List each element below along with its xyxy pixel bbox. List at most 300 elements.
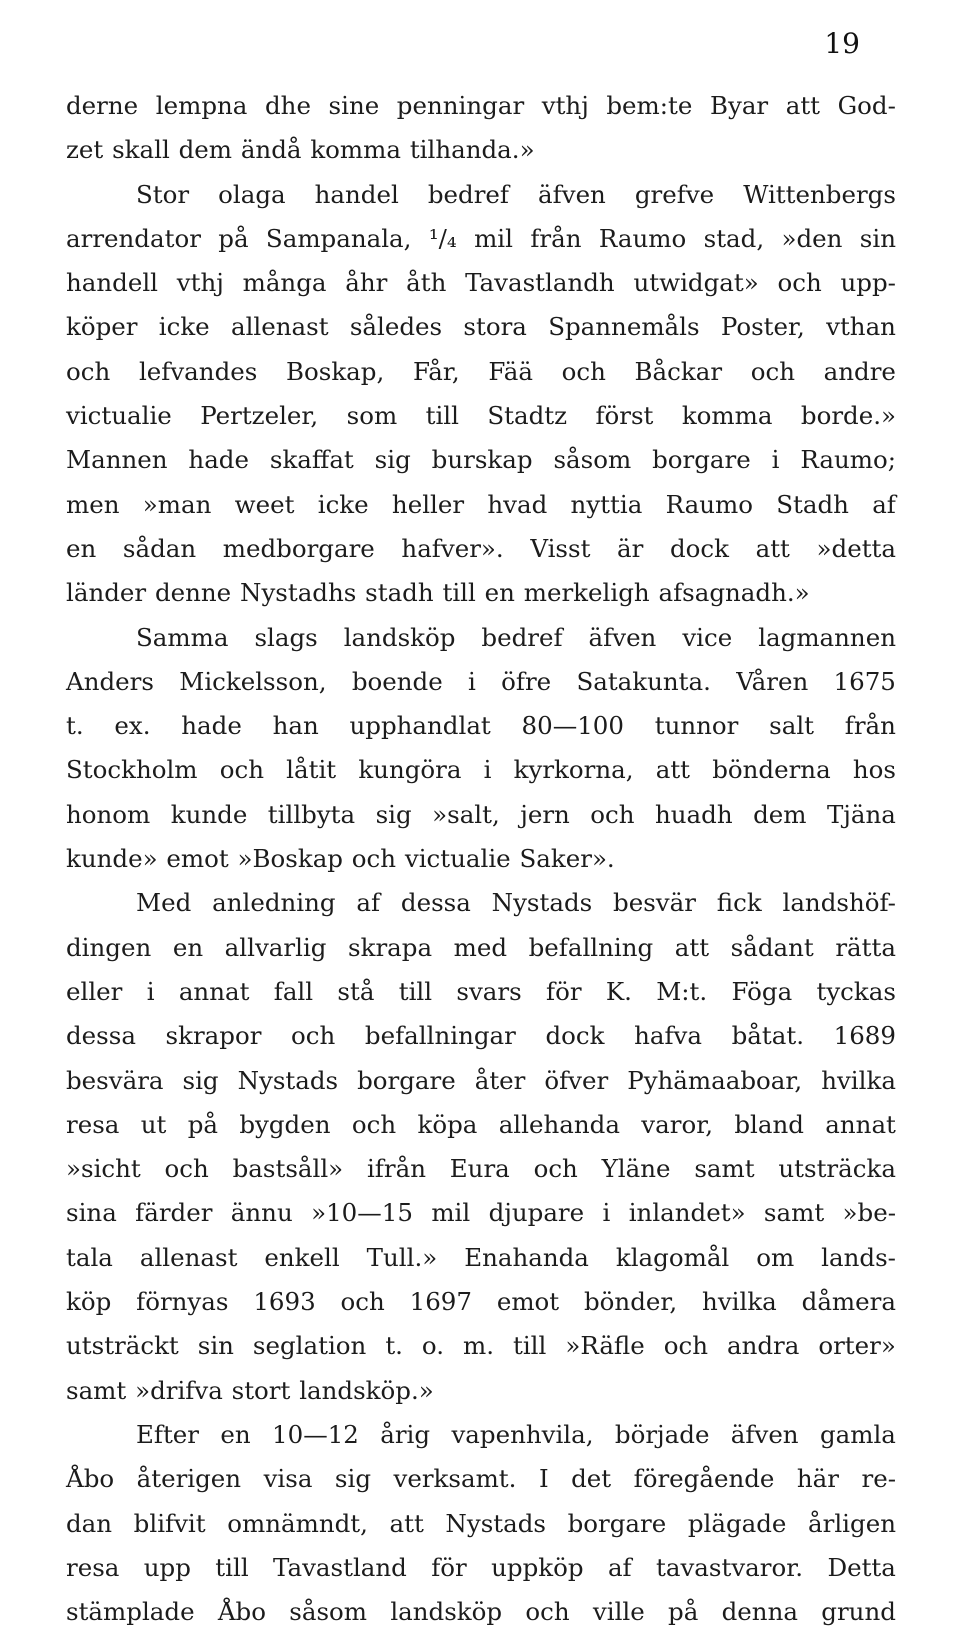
word: boende xyxy=(351,666,443,696)
word: o. xyxy=(421,1331,445,1361)
word: Stadh xyxy=(776,489,849,519)
word: och xyxy=(291,1021,336,1051)
word: såsom xyxy=(289,1597,368,1627)
word: lempna xyxy=(155,91,248,120)
word: köpa xyxy=(417,1109,478,1139)
word: åhr xyxy=(345,268,388,298)
word: grefve xyxy=(634,179,715,209)
word: Åbo xyxy=(217,1597,266,1627)
word: uppköp xyxy=(491,1552,584,1582)
text-line xyxy=(66,1147,896,1191)
word: icke xyxy=(317,489,369,519)
word: dan xyxy=(66,1508,113,1538)
word: Tavastland xyxy=(273,1552,407,1582)
text-line xyxy=(66,1014,896,1058)
word: och xyxy=(561,356,606,386)
word: »be- xyxy=(842,1198,896,1228)
word: bönder, xyxy=(584,1287,678,1317)
word: icke xyxy=(158,312,210,342)
word: äfven xyxy=(730,1419,799,1449)
word: plägade xyxy=(687,1508,787,1538)
word: stämplade xyxy=(66,1597,195,1627)
word: mil xyxy=(431,1198,471,1228)
word: och xyxy=(590,799,635,829)
word: Sampanala, xyxy=(265,223,412,253)
word: K. xyxy=(605,976,632,1006)
word: vthj xyxy=(541,91,589,120)
word: från xyxy=(530,223,582,253)
word: vthan xyxy=(826,312,896,342)
word: Saker». xyxy=(519,844,615,874)
text-line xyxy=(66,881,896,925)
word: Våren xyxy=(736,666,809,696)
text-line xyxy=(66,660,896,704)
word: Satakunta. xyxy=(576,666,711,696)
word: men xyxy=(66,489,120,519)
word: ex. xyxy=(114,711,151,741)
word: utsträckt xyxy=(66,1331,179,1361)
word: såsom xyxy=(553,445,632,475)
word: lands- xyxy=(821,1242,896,1272)
word: afsagnadh.» xyxy=(658,578,810,608)
word: en xyxy=(220,1419,251,1449)
word: visa xyxy=(263,1464,313,1494)
word: och xyxy=(164,1154,209,1184)
word: Raumo xyxy=(665,489,753,519)
word: i xyxy=(146,976,155,1006)
word: i xyxy=(483,755,492,785)
word: hvad xyxy=(487,489,548,519)
word: kungöra xyxy=(358,755,462,785)
word: till xyxy=(442,578,476,608)
word: hade xyxy=(181,711,242,741)
text-line xyxy=(66,483,896,527)
word: skrapor xyxy=(165,1021,262,1051)
word: Åbo xyxy=(66,1464,115,1494)
word: sådan xyxy=(122,533,197,563)
word: tillbyta xyxy=(267,799,356,829)
word: orter» xyxy=(818,1331,896,1361)
word: att xyxy=(655,755,691,785)
text-line xyxy=(66,217,896,261)
word: olaga xyxy=(218,179,286,209)
word: huadh xyxy=(655,799,733,829)
text-line xyxy=(66,438,896,482)
word: komma xyxy=(681,401,773,431)
word: Boskap, xyxy=(286,356,385,386)
word: tavastvaror. xyxy=(656,1552,804,1582)
word: »salt, xyxy=(432,799,500,829)
word: merkeligh xyxy=(523,578,650,608)
word: skaffat xyxy=(269,445,354,475)
text-line xyxy=(66,1103,896,1147)
word: annat xyxy=(178,976,250,1006)
word: ville xyxy=(592,1597,645,1627)
word: bem:te xyxy=(606,91,693,120)
word: 80—100 xyxy=(521,711,624,741)
word: befallningar xyxy=(364,1021,516,1051)
word: komma xyxy=(310,135,401,165)
text-line xyxy=(66,128,896,172)
word: om xyxy=(756,1242,795,1272)
word: utsträcka xyxy=(778,1154,896,1184)
word: samt xyxy=(694,1154,755,1184)
word: slags xyxy=(254,622,318,652)
word: eller xyxy=(66,976,123,1006)
text-line xyxy=(66,704,896,748)
word: och xyxy=(533,1154,578,1184)
word: anledning xyxy=(212,888,336,918)
word: dingen xyxy=(66,932,152,962)
word: tunnor xyxy=(654,711,739,741)
body-text xyxy=(66,84,896,1634)
word: Med xyxy=(136,888,192,918)
word: Nystadhs xyxy=(240,578,357,608)
word: blifvit xyxy=(133,1508,206,1538)
word: sin xyxy=(859,223,896,253)
word: äfven xyxy=(588,622,657,652)
word: är xyxy=(617,533,644,563)
word: till xyxy=(215,1552,249,1582)
word: borgare xyxy=(652,445,751,475)
word: först xyxy=(595,401,654,431)
word: af xyxy=(872,489,896,519)
word: handel xyxy=(314,179,399,209)
word: Raumo xyxy=(598,223,687,253)
word: sådant xyxy=(730,932,814,962)
word: Tavastlandh xyxy=(465,268,615,298)
word: dessa xyxy=(400,888,471,918)
text-line xyxy=(66,571,896,615)
word: på xyxy=(187,1109,218,1139)
text-line xyxy=(66,173,896,217)
word: och xyxy=(663,1331,709,1361)
word: Poster, xyxy=(720,312,805,342)
word: med xyxy=(453,932,508,962)
word: till xyxy=(398,976,433,1006)
word: Samma xyxy=(136,622,229,652)
word: af xyxy=(607,1552,632,1582)
text-line xyxy=(66,1590,896,1634)
word: lagmannen xyxy=(758,622,896,652)
word: i xyxy=(771,445,780,475)
word: verksamt. xyxy=(393,1464,517,1494)
word: allenast xyxy=(230,312,329,342)
word: burskap xyxy=(431,445,533,475)
word: och xyxy=(340,1287,385,1317)
word: annat xyxy=(825,1109,896,1139)
word: I xyxy=(538,1464,549,1494)
word: att xyxy=(674,932,710,962)
text-line xyxy=(66,527,896,571)
word: rätta xyxy=(835,932,896,962)
word: öfver xyxy=(544,1065,609,1095)
word: victualie xyxy=(404,844,511,874)
word: ut xyxy=(140,1109,167,1139)
text-line xyxy=(66,970,896,1014)
word: Nystads xyxy=(237,1065,339,1095)
text-line xyxy=(66,305,896,349)
word: emot xyxy=(496,1287,560,1317)
word: 1693 xyxy=(253,1287,316,1317)
text-line xyxy=(66,616,896,660)
word: hos xyxy=(852,755,896,785)
word: »sicht xyxy=(66,1154,141,1184)
text-line xyxy=(66,1457,896,1501)
word: hvilka xyxy=(821,1065,896,1095)
word: God- xyxy=(837,91,896,120)
word: åter xyxy=(474,1065,526,1095)
word: föregående xyxy=(633,1464,775,1494)
word: dem xyxy=(178,135,233,165)
word: och xyxy=(750,356,795,386)
word: Stadtz xyxy=(487,401,568,431)
word: honom xyxy=(66,799,151,829)
word: »drifva xyxy=(135,1375,223,1405)
word: »10—15 xyxy=(311,1198,413,1228)
word: att xyxy=(755,533,790,563)
word: »Räfle xyxy=(565,1331,645,1361)
word: dåmera xyxy=(801,1287,896,1317)
word: »Boskap xyxy=(237,844,343,874)
word: köp xyxy=(66,1287,112,1317)
word: derne xyxy=(66,91,139,120)
word: skall xyxy=(112,135,170,165)
word: m. xyxy=(463,1331,495,1361)
word: samt xyxy=(66,1375,127,1405)
word: och xyxy=(351,1109,397,1139)
word: Tjäna xyxy=(826,799,896,829)
word: gamla xyxy=(819,1419,896,1449)
word: upphandlat xyxy=(349,711,491,741)
word: lefvandes xyxy=(138,356,258,386)
word: Efter xyxy=(136,1419,200,1449)
word: denna xyxy=(721,1597,798,1627)
word: andre xyxy=(823,356,896,386)
word: låtit xyxy=(286,755,337,785)
word: stå xyxy=(337,976,375,1006)
word: ännu xyxy=(230,1198,293,1228)
word: salt xyxy=(769,711,815,741)
word: en xyxy=(484,578,515,608)
word: Mannen xyxy=(66,445,168,475)
word: som xyxy=(346,401,398,431)
word: 10—12 xyxy=(272,1419,359,1449)
word: Enahanda xyxy=(464,1242,589,1272)
word: han xyxy=(272,711,319,741)
word: tala xyxy=(66,1242,113,1272)
word: Stockholm xyxy=(66,755,198,785)
word: Nystads xyxy=(491,888,593,918)
word: borde.» xyxy=(800,401,896,431)
word: återigen xyxy=(136,1464,242,1494)
word: bedref xyxy=(427,179,510,209)
word: jern xyxy=(520,799,570,829)
word: dem xyxy=(753,799,807,829)
word: »man xyxy=(142,489,212,519)
word: från xyxy=(844,711,896,741)
word: Detta xyxy=(827,1552,896,1582)
word: för xyxy=(431,1552,467,1582)
word: ¹/₄ xyxy=(428,223,457,253)
word: hade xyxy=(188,445,249,475)
word: Båckar xyxy=(634,356,723,386)
word: stort xyxy=(231,1375,291,1405)
word: upp- xyxy=(840,268,896,298)
word: skrapa xyxy=(348,932,433,962)
word: köper xyxy=(66,312,138,342)
word: bönderna xyxy=(712,755,831,785)
word: weet xyxy=(234,489,295,519)
word: Anders xyxy=(66,666,154,696)
word: mil xyxy=(474,223,513,253)
word: sig xyxy=(374,445,411,475)
word: till xyxy=(513,1331,547,1361)
text-line xyxy=(66,1236,896,1280)
word: Föga xyxy=(731,976,793,1006)
word: landsköp.» xyxy=(299,1375,434,1405)
text-line xyxy=(66,748,896,792)
word: många xyxy=(242,268,327,298)
word: fall xyxy=(273,976,314,1006)
word: vice xyxy=(682,622,733,652)
text-line xyxy=(66,1369,896,1413)
word: och xyxy=(351,844,397,874)
word: landsköp xyxy=(390,1597,503,1627)
text-line xyxy=(66,1191,896,1235)
word: 1689 xyxy=(833,1021,896,1051)
word: Fää xyxy=(488,356,533,386)
word: började xyxy=(614,1419,710,1449)
word: inlandet» xyxy=(628,1198,746,1228)
word: hafva xyxy=(634,1021,702,1051)
word: borgare xyxy=(567,1508,667,1538)
word: Nystads xyxy=(445,1508,546,1538)
word: allvarlig xyxy=(224,932,327,962)
text-line xyxy=(66,837,896,881)
text-line xyxy=(66,1413,896,1457)
word: af xyxy=(356,888,381,918)
word: landsköp xyxy=(343,622,456,652)
word: resa xyxy=(66,1109,120,1139)
word: färder xyxy=(135,1198,213,1228)
word: bland xyxy=(734,1109,804,1139)
word: tilhanda.» xyxy=(409,135,535,165)
word: »den xyxy=(781,223,843,253)
word: en xyxy=(66,533,97,563)
text-line xyxy=(66,1502,896,1546)
word: hafver». xyxy=(401,533,504,563)
word: äfven xyxy=(538,179,606,209)
word: bedref xyxy=(481,622,563,652)
word: sig xyxy=(375,799,412,829)
word: fick xyxy=(716,888,762,918)
word: varor, xyxy=(641,1109,713,1139)
word: allehanda xyxy=(498,1109,620,1139)
word: stadh xyxy=(365,578,434,608)
text-line xyxy=(66,394,896,438)
word: 1697 xyxy=(409,1287,472,1317)
word: på xyxy=(668,1597,699,1627)
word: sig xyxy=(182,1065,219,1095)
word: »detta xyxy=(816,533,896,563)
word: re- xyxy=(861,1464,896,1494)
word: åth xyxy=(406,268,447,298)
word: besvära xyxy=(66,1065,164,1095)
word: Raumo; xyxy=(800,445,896,475)
word: Visst xyxy=(530,533,591,563)
page-number: 19 xyxy=(824,27,860,60)
word: grund xyxy=(821,1597,896,1627)
word: bygden xyxy=(239,1109,331,1139)
word: samt xyxy=(763,1198,825,1228)
text-line xyxy=(66,793,896,837)
text-line xyxy=(66,1280,896,1324)
word: och xyxy=(66,356,111,386)
word: andra xyxy=(726,1331,800,1361)
word: och xyxy=(777,268,822,298)
word: nyttia xyxy=(570,489,643,519)
word: svars xyxy=(456,976,522,1006)
word: förnyas xyxy=(136,1287,229,1317)
word: länder xyxy=(66,578,147,608)
word: kunde xyxy=(170,799,248,829)
word: stad, xyxy=(703,223,765,253)
word: ifrån xyxy=(366,1154,426,1184)
word: omnämndt, xyxy=(227,1508,368,1538)
word: Mickelsson, xyxy=(179,666,327,696)
word: besvär xyxy=(613,888,696,918)
word: dhe xyxy=(264,91,311,120)
word: Yläne xyxy=(601,1154,671,1184)
word: att xyxy=(389,1508,424,1538)
word: landshöf- xyxy=(782,888,896,918)
word: stora xyxy=(463,312,527,342)
text-line xyxy=(66,1324,896,1368)
word: arrendator xyxy=(66,223,201,253)
word: att xyxy=(785,91,821,120)
word: upp xyxy=(143,1552,191,1582)
word: en xyxy=(172,932,204,962)
text-line xyxy=(66,926,896,970)
word: allenast xyxy=(139,1242,238,1272)
text-line xyxy=(66,84,896,128)
word: Pyhämaaboar, xyxy=(627,1065,803,1095)
word: resa xyxy=(66,1552,120,1582)
word: båtat. xyxy=(731,1021,804,1051)
word: till xyxy=(425,401,459,431)
word: Tull.» xyxy=(366,1242,438,1272)
word: t. xyxy=(66,711,84,741)
word: vthj xyxy=(176,268,224,298)
word: handell xyxy=(66,268,159,298)
text-line xyxy=(66,261,896,305)
word: för xyxy=(546,976,582,1006)
word: penningar xyxy=(396,91,525,120)
text-line xyxy=(66,350,896,394)
text-line xyxy=(66,1059,896,1103)
word: denne xyxy=(154,578,232,608)
word: Får, xyxy=(412,356,460,386)
word: seglation xyxy=(252,1331,367,1361)
word: här xyxy=(796,1464,839,1494)
word: tyckas xyxy=(816,976,896,1006)
word: Stor xyxy=(136,179,190,209)
word: Wittenbergs xyxy=(743,179,896,209)
word: heller xyxy=(391,489,465,519)
word: och xyxy=(219,755,264,785)
word: Byar xyxy=(709,91,769,120)
